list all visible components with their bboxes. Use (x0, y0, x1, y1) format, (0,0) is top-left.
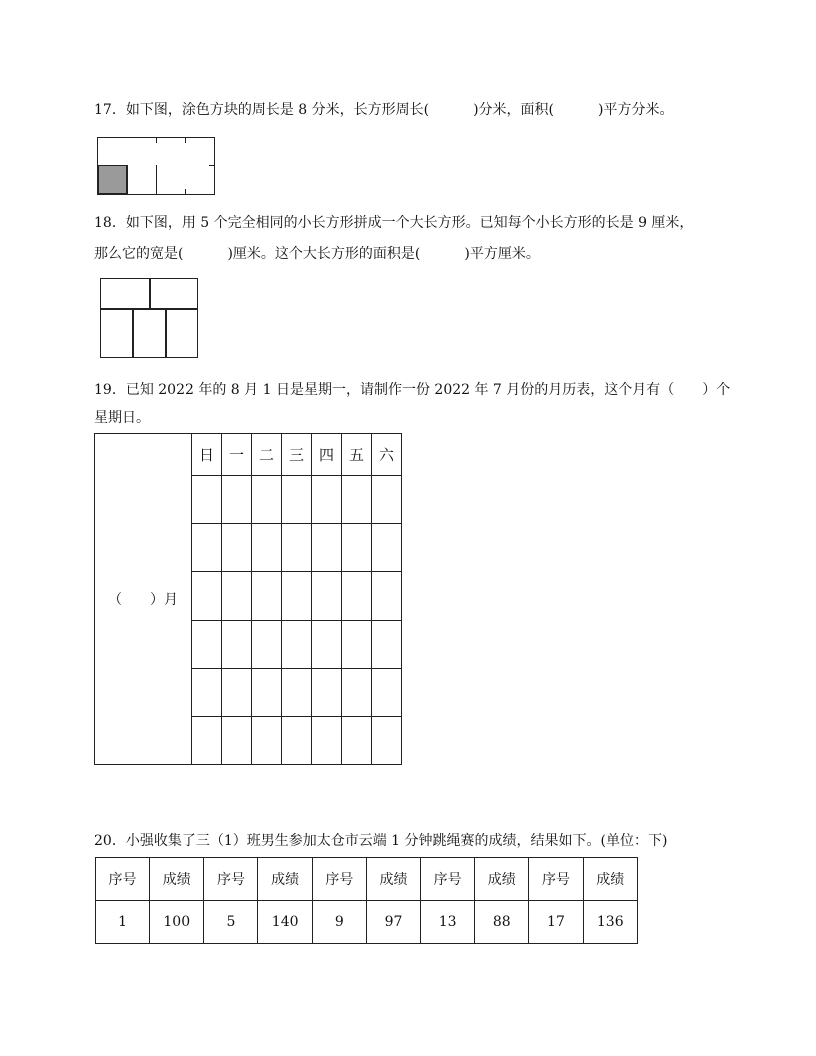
header-cell: 序号 (421, 858, 475, 901)
calendar-cell[interactable] (252, 620, 282, 668)
weekday-header: 二 (252, 434, 282, 476)
calendar-cell[interactable] (312, 476, 342, 524)
calendar-cell[interactable] (372, 572, 402, 620)
calendar-cell[interactable] (192, 716, 222, 764)
header-cell: 成绩 (150, 858, 204, 901)
calendar-cell[interactable] (222, 620, 252, 668)
data-cell: 136 (583, 901, 637, 944)
weekday-header: 一 (222, 434, 252, 476)
calendar-cell[interactable] (372, 620, 402, 668)
data-cell: 1 (96, 901, 150, 944)
q17-text-part3: )平方分米。 (598, 102, 674, 118)
calendar-cell[interactable] (282, 524, 312, 572)
month-label: （ ）月 (108, 592, 178, 608)
calendar-cell[interactable] (372, 716, 402, 764)
month-label-cell[interactable] (95, 434, 192, 765)
calendar-cell[interactable] (282, 476, 312, 524)
calendar-cell[interactable] (282, 716, 312, 764)
data-cell: 5 (204, 901, 258, 944)
question-18-line1: 18．如下图，用 5 个完全相同的小长方形拼成一个大长方形。已知每个小长方形的长是 9 厘米， (94, 215, 694, 231)
calendar-cell[interactable] (282, 572, 312, 620)
header-cell: 序号 (96, 858, 150, 901)
calendar-cell[interactable] (312, 716, 342, 764)
calendar-cell[interactable] (222, 476, 252, 524)
calendar-cell[interactable] (372, 476, 402, 524)
calendar-cell[interactable] (252, 716, 282, 764)
data-cell: 17 (529, 901, 583, 944)
calendar-cell[interactable] (342, 620, 372, 668)
question-20-text: 20．小强收集了三（1）班男生参加太仓市云端 1 分钟跳绳赛的成绩，结果如下。(单位：下) (94, 833, 668, 849)
header-cell: 序号 (312, 858, 366, 901)
calendar-cell[interactable] (252, 476, 282, 524)
weekday-header: 五 (342, 434, 372, 476)
calendar-cell[interactable] (372, 524, 402, 572)
calendar-cell[interactable] (342, 716, 372, 764)
calendar-cell[interactable] (192, 476, 222, 524)
score-table-header-row (96, 858, 638, 901)
calendar-cell[interactable] (222, 524, 252, 572)
weekday-header: 三 (282, 434, 312, 476)
calendar-table (94, 433, 402, 765)
calendar-cell[interactable] (222, 716, 252, 764)
header-cell: 成绩 (366, 858, 420, 901)
q18-rectangle-figure (100, 278, 198, 358)
calendar-cell[interactable] (222, 572, 252, 620)
q18-text-part2: )厘米。这个大长方形的面积是( (227, 246, 421, 262)
calendar-cell[interactable] (282, 620, 312, 668)
data-cell: 13 (421, 901, 475, 944)
q17-text-part1: 17．如下图，涂色方块的周长是 8 分米，长方形周长( (94, 102, 430, 118)
calendar-cell[interactable] (342, 476, 372, 524)
calendar-cell[interactable] (372, 668, 402, 716)
q18-text-part3: )平方厘米。 (464, 246, 540, 262)
calendar-cell[interactable] (342, 524, 372, 572)
data-cell: 9 (312, 901, 366, 944)
calendar-cell[interactable] (312, 572, 342, 620)
calendar-cell[interactable] (192, 524, 222, 572)
header-cell: 成绩 (583, 858, 637, 901)
calendar-cell[interactable] (282, 668, 312, 716)
data-cell: 88 (475, 901, 529, 944)
calendar-cell[interactable] (222, 668, 252, 716)
calendar-cell[interactable] (312, 668, 342, 716)
calendar-cell[interactable] (252, 668, 282, 716)
calendar-cell[interactable] (312, 524, 342, 572)
calendar-cell[interactable] (312, 620, 342, 668)
header-cell: 成绩 (258, 858, 312, 901)
weekday-header: 四 (312, 434, 342, 476)
question-19-line1: 19．已知 2022 年的 8 月 1 日是星期一，请制作一份 2022 年 7 月份的月历表，这个月有（ ）个 (94, 382, 731, 398)
q17-text-part2: )分米，面积( (473, 102, 555, 118)
q17-rectangle-figure (97, 137, 215, 195)
calendar-cell[interactable] (252, 572, 282, 620)
header-cell: 序号 (529, 858, 583, 901)
q18-text-part1: 那么它的宽是( (94, 246, 184, 262)
score-table (95, 857, 638, 944)
calendar-cell[interactable] (192, 668, 222, 716)
header-cell: 序号 (204, 858, 258, 901)
weekday-header: 六 (372, 434, 402, 476)
data-cell: 97 (366, 901, 420, 944)
question-18-line2 (94, 244, 540, 264)
data-cell: 100 (150, 901, 204, 944)
calendar-cell[interactable] (192, 620, 222, 668)
shaded-square (98, 165, 127, 194)
question-19-line2: 星期日。 (94, 410, 150, 426)
data-cell: 140 (258, 901, 312, 944)
calendar-cell[interactable] (342, 572, 372, 620)
weekday-header: 日 (192, 434, 222, 476)
question-17-text (94, 100, 674, 120)
score-table-row (96, 901, 638, 944)
calendar-cell[interactable] (192, 572, 222, 620)
calendar-cell[interactable] (342, 668, 372, 716)
calendar-cell[interactable] (252, 524, 282, 572)
header-cell: 成绩 (475, 858, 529, 901)
